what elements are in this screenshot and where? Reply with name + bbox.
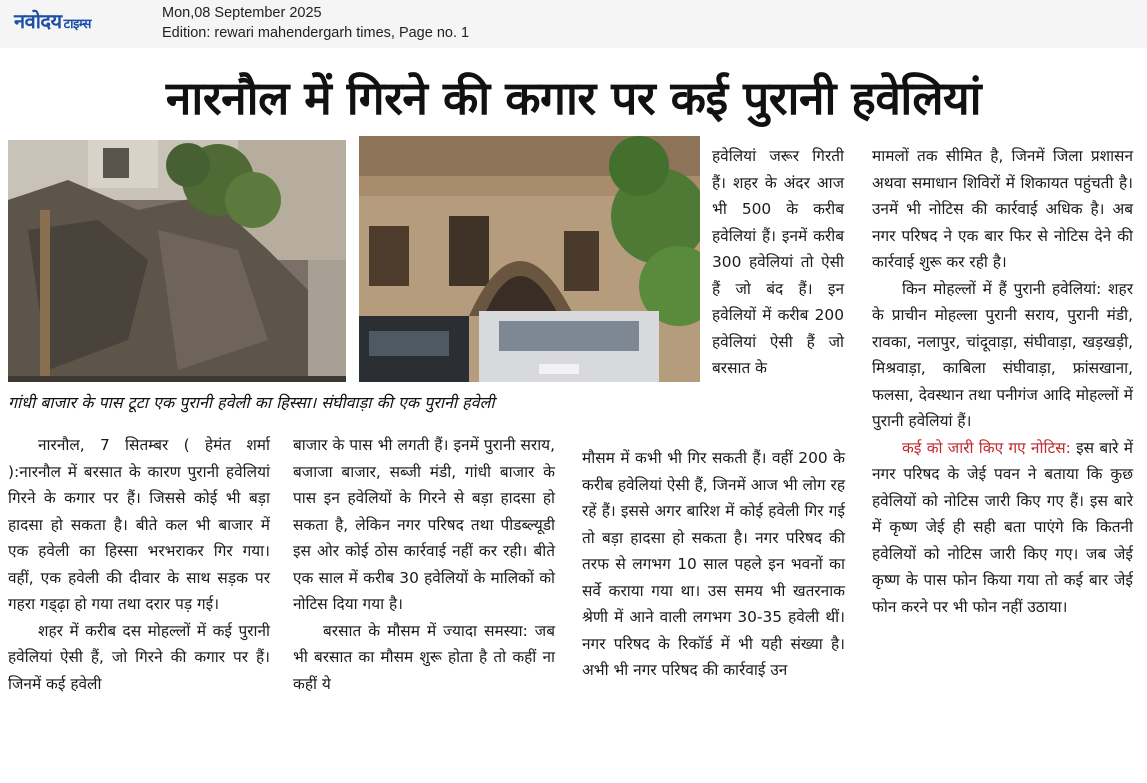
notice-subheading: कई को जारी किए गए नोटिस:: [902, 438, 1071, 457]
article-column-2: [293, 432, 555, 697]
article-headline: नारनौल में गिरने की कगार पर कई पुरानी हवेलियां: [165, 71, 982, 125]
column-4-paragraph-1: मामलों तक सीमित है, जिनमें जिला प्रशासन अथवा समाधान शिविरों में शिकायत पहुंचती है। उनमें भी नोटिस की कार्रवाई अधिक है। अब नगर परिषद ने एक बार फिर से नोटिस देने की कार्रवाई शुरू कर रही है।: [872, 147, 1133, 271]
column-4-paragraph-3: [872, 435, 1133, 621]
logo-sub-text: टाइम्स: [63, 17, 91, 32]
column-2-paragraph-2: बरसात के मौसम में ज्यादा समस्या: जब भी बरसात का मौसम शुरू होता है तो कहीं ना कहीं ये: [293, 621, 555, 693]
photo-sanghiwada-haveli: [359, 136, 700, 382]
photo-2-image: [359, 136, 700, 382]
column-2-paragraph-1: बाजार के पास भी लगती हैं। इनमें पुरानी सराय, बजाजा बाजार, सब्जी मंडी, गांधी बाजार के पास इन हवेलियों के गिरने से बड़ा हादसा हो सकता है, लेकिन नगर परिषद तथा पीडब्ल्यूडी इस ओर कोई ठोस कार्रवाई नहीं कर रही। बीते एक साल में करीब 30 हवेलियों के मालिकों को नोटिस दिया गया है।: [293, 436, 555, 613]
column-3-upper-text: हवेलियां जरूर गिरती हैं। शहर के अंदर आज भी 500 के करीब हवेलियां हैं। इनमें करीब 300 हवेलियां तो ऐसी हैं जो बंद हैं। इन हवेलियों में करीब 200 हवेलियां ऐसी हैं जो बरसात के: [712, 147, 844, 377]
photo-1-image: [8, 140, 346, 382]
article-column-3-lower: [582, 445, 845, 684]
masthead-bar: [0, 0, 1147, 48]
column-1-paragraph-2: शहर में करीब दस मोहल्लों में कई पुरानी हवेलियां ऐसी हैं, जो गिरने की कगार पर हैं। जिनमें कई हवेली: [8, 621, 270, 693]
article-column-4: [872, 143, 1133, 620]
publication-date: Mon,08 September 2025: [162, 5, 322, 21]
column-4-paragraph-2: किन मोहल्लों में हैं पुरानी हवेलियां: शहर के प्राचीन मोहल्ला पुरानी सराय, पुरानी मंडी, रावका, नलापुर, चांदूवाड़ा, संघीवाड़ा, खड़खड़ी, मिश्रवाड़ा, काबिला संघीवाड़ा, फ्रांसखाना, फलसा, देवस्थान तथा पनीगंज आदि मोहल्लों में पुरानी हवेलियां हैं।: [872, 279, 1133, 430]
photo-collapsed-haveli-wall: [8, 140, 346, 382]
photo-caption: गांधी बाजार के पास टूटा एक पुरानी हवेली का हिस्सा। संघीवाड़ा की एक पुरानी हवेली: [8, 393, 495, 412]
column-3-lower-text: मौसम में कभी भी गिर सकती हैं। वहीं 200 के करीब हवेलियां ऐसी हैं, जिनमें आज भी लोग रह रहें हैं। इससे अगर बारिश में कोई हवेली गिर गई तो बड़ा हादसा हो सकता है। नगर परिषद की तरफ से लगभग 10 साल पहले इन भवनों का सर्वे कराया गया था। उस समय भी खतरनाक श्रेणी में आने वाली लगभग 30-35 हवेली थीं। नगर परिषद के रिकॉर्ड में भी यही संख्या है। अभी भी नगर परिषद की कार्रवाई उन: [582, 449, 845, 679]
article-column-1: [8, 432, 270, 697]
article-column-3-upper: [712, 143, 844, 382]
logo-main-text: नवोदय: [14, 9, 62, 33]
publication-logo[interactable]: [14, 8, 91, 38]
column-4-paragraph-3-text: इस बारे में नगर परिषद के जेई पवन ने बताया कि कुछ हवेलियों को नोटिस जारी किए गए हैं। इस बारे में कृष्ण जेई ही सही बता पाएंगे कि कितनी हवेलियों को नोटिस जारी किए गए। जब जेई कृष्ण के पास फोन किया गया तो कई बार जेई फोन करने पर भी फोन नहीं उठाया।: [872, 438, 1133, 616]
column-1-paragraph-1: नारनौल, 7 सितम्बर ( हेमंत शर्मा ):नारनौल में बरसात के कारण पुरानी हवेलियां गिरने के कगार पर हैं। जिससे कोई भी बड़ा हादसा हो सकता है। बीते कल भी बाजार में एक हवेली का हिस्सा भरभराकर गिर गया। वहीं, एक हवेली की दीवार के साथ सड़क पर गहरा गड्ढ़ा हो गया तथा दरार पड़ गई।: [8, 436, 270, 613]
edition-info: [162, 3, 469, 43]
edition-page: Edition: rewari mahendergarh times, Page no. 1: [162, 25, 470, 41]
